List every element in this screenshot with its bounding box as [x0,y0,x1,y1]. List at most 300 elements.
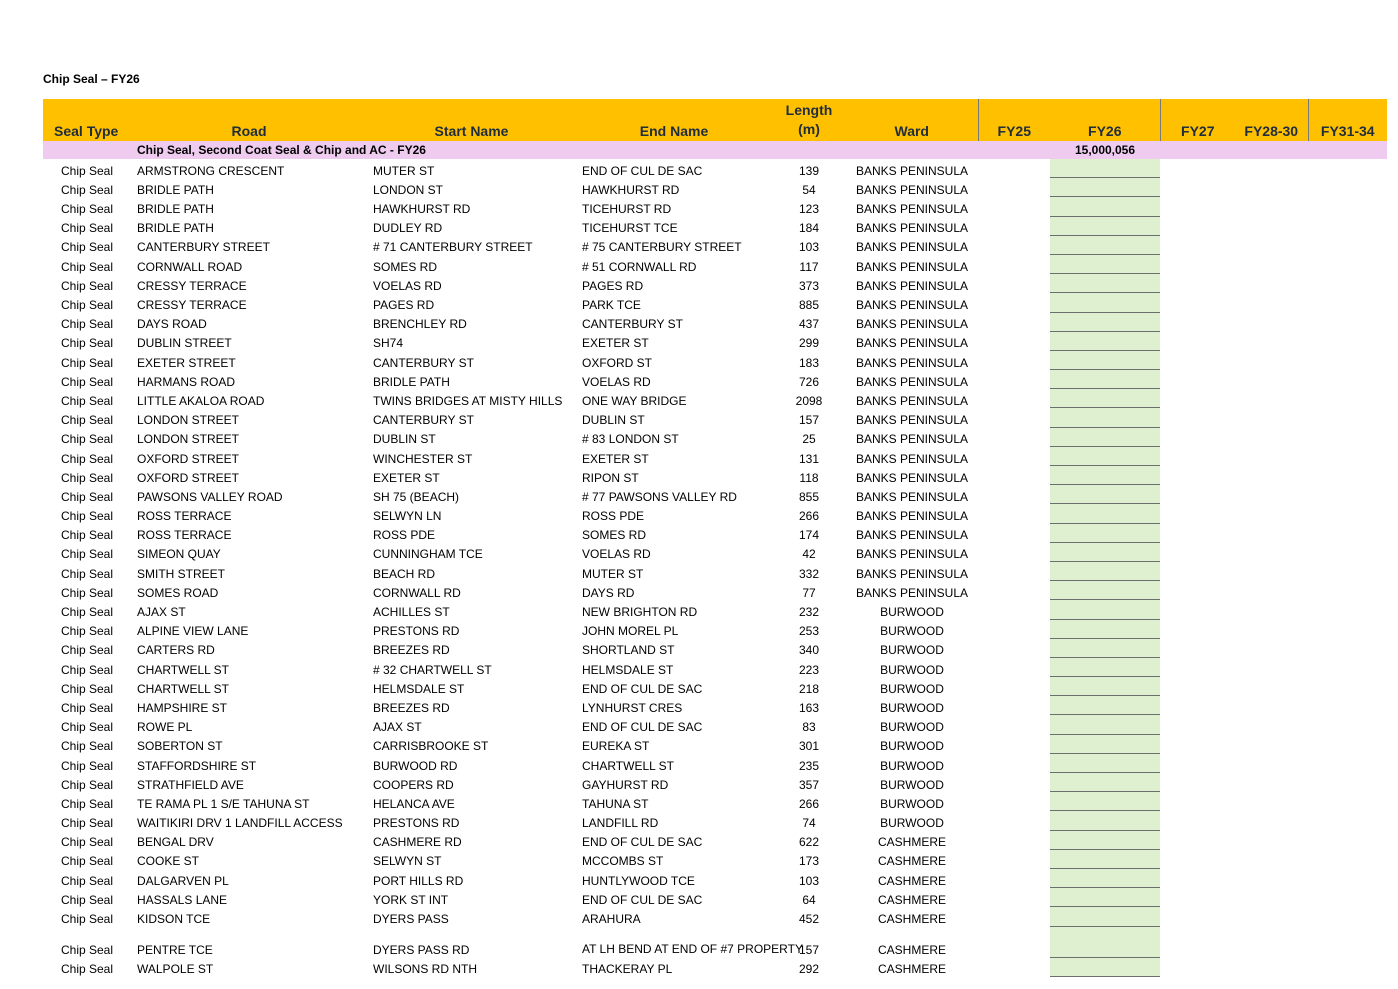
seal-type-cell: Chip Seal [60,163,114,178]
fy25-cell [978,197,1050,216]
length-cell: 622 [798,835,820,850]
road-cell: WAITIKIRI DRV 1 LANDFILL ACCESS [137,816,343,831]
fy28-30-cell [1235,370,1308,389]
fy31-34-cell [1308,370,1387,389]
fy26-input-cell[interactable] [1050,811,1160,830]
fy26-input-cell[interactable] [1050,600,1160,619]
start-name-cell: CARRISBROOKE ST [373,739,489,754]
fy25-cell [978,773,1050,792]
fy26-input-cell[interactable] [1050,370,1160,389]
ward-cell: CASHMERE [877,912,946,926]
start-name-cell: ACHILLES ST [373,605,450,619]
end-name-cell: VOELAS RD [582,547,651,562]
ward-cell: CASHMERE [877,835,946,850]
fy26-input-cell[interactable] [1050,542,1160,561]
end-name-cell: RIPON ST [582,470,639,485]
fy28-30-cell [1235,811,1308,830]
length-cell: 253 [798,624,820,639]
seal-type-cell: Chip Seal [60,413,114,428]
section-spacer [846,141,978,159]
fy26-input-cell[interactable] [1050,197,1160,216]
fy27-cell [1160,849,1235,868]
fy26-input-cell[interactable] [1050,581,1160,600]
start-name-cell: HAWKHURST RD [373,202,471,217]
fy31-34-cell [1308,561,1387,580]
length-cell: 174 [798,528,820,543]
fy28-30-cell [1235,216,1308,235]
fy31-34-cell [1308,830,1387,849]
fy26-input-cell[interactable] [1050,888,1160,907]
table-row [43,197,1387,216]
ward-cell: BANKS PENINSULA [855,163,969,178]
fy26-input-cell[interactable] [1050,408,1160,427]
fy26-input-cell[interactable] [1050,159,1160,178]
fy25-cell [978,696,1050,715]
road-cell: HARMANS ROAD [137,374,236,389]
table-row [43,696,1387,715]
fy25-cell [978,254,1050,273]
table-row [43,792,1387,811]
fy28-30-cell [1235,773,1308,792]
seal-type-cell: Chip Seal [60,470,114,485]
length-cell: 83 [802,720,816,735]
fy27-cell [1160,216,1235,235]
sheet-title: Chip Seal – FY26 [43,72,140,86]
seal-type-cell: Chip Seal [60,451,114,466]
end-name-cell: THACKERAY PL [582,962,673,977]
start-name-cell: SELWYN ST [373,854,442,869]
table-row [43,504,1387,523]
road-cell: CRESSY TERRACE [137,298,247,312]
fy27-cell [1160,888,1235,907]
road-cell: TE RAMA PL 1 S/E TAHUNA ST [137,796,310,811]
fy25-cell [978,581,1050,600]
ward-cell: BANKS PENINSULA [855,489,969,504]
fy28-30-cell [1235,561,1308,580]
fy31-34-cell [1308,466,1387,485]
start-name-cell: SH74 [373,336,404,351]
seal-type-cell: Chip Seal [60,681,114,696]
fy31-34-cell [1308,408,1387,427]
table-row [43,254,1387,273]
header-length-line2: (m) [798,121,820,137]
ward-cell: BANKS PENINSULA [855,202,969,217]
road-cell: OXFORD STREET [137,470,240,485]
length-cell: 157 [798,413,820,428]
fy25-cell [978,312,1050,331]
seal-type-cell: Chip Seal [60,528,114,543]
ward-cell: BANKS PENINSULA [855,528,969,543]
road-cell: DAYS ROAD [137,317,207,332]
table-row [43,849,1387,868]
ward-cell: BURWOOD [880,758,944,773]
fy28-30-cell [1235,389,1308,408]
road-cell: COOKE ST [137,854,200,869]
chip-seal-table [43,99,1387,977]
ward-cell: BANKS PENINSULA [855,221,969,236]
ward-cell: BURWOOD [880,739,944,754]
fy31-34-cell [1308,427,1387,446]
fy27-cell [1160,561,1235,580]
end-name-cell: ONE WAY BRIDGE [582,393,687,408]
table-row [43,811,1387,830]
fy28-30-cell [1235,638,1308,657]
fy27-cell [1160,792,1235,811]
fy28-30-cell [1235,197,1308,216]
fy26-input-cell[interactable] [1050,427,1160,446]
table-row [43,466,1387,485]
fy27-cell [1160,293,1235,312]
fy25-cell [978,389,1050,408]
road-cell: AJAX ST [137,605,186,619]
fy25-cell [978,868,1050,887]
length-cell: 163 [798,700,820,715]
fy25-cell [978,619,1050,638]
fy26-input-cell[interactable] [1050,792,1160,811]
fy31-34-cell [1308,753,1387,772]
table-body [43,141,1387,976]
end-name-cell: EXETER ST [582,451,649,466]
fy25-cell [978,561,1050,580]
end-name-cell: PAGES RD [582,278,644,293]
ward-cell: BURWOOD [880,700,944,715]
road-cell: LONDON STREET [137,432,240,447]
fy28-30-cell [1235,677,1308,696]
fy27-cell [1160,408,1235,427]
ward-cell: BANKS PENINSULA [855,240,969,255]
ward-cell: BANKS PENINSULA [855,374,969,389]
length-cell: 103 [798,873,820,888]
fy31-34-cell [1308,312,1387,331]
fy27-cell [1160,504,1235,523]
length-cell: 103 [798,240,820,255]
seal-type-cell: Chip Seal [60,720,114,735]
seal-type-cell: Chip Seal [60,298,114,312]
road-cell: PENTRE TCE [137,943,213,957]
fy27-cell [1160,907,1235,926]
header-end-name: End Name [576,99,772,141]
road-cell: CRESSY TERRACE [137,278,247,293]
fy28-30-cell [1235,888,1308,907]
fy31-34-cell [1308,293,1387,312]
end-name-cell: HAWKHURST RD [582,182,680,197]
start-name-cell: BREEZES RD [373,700,450,715]
ward-cell: BANKS PENINSULA [855,336,969,351]
fy25-cell [978,159,1050,178]
table-row [43,957,1387,976]
fy26-input-cell[interactable] [1050,926,1160,957]
road-cell: BRIDLE PATH [137,202,214,217]
length-cell: 855 [798,489,820,504]
fy26-input-cell[interactable] [1050,216,1160,235]
header-fy27: FY27 [1160,99,1235,141]
section-row [43,141,1387,159]
fy31-34-cell [1308,638,1387,657]
header-fy31-34: FY31-34 [1308,99,1387,141]
end-name-cell: PARK TCE [582,298,641,312]
ward-cell: BURWOOD [880,796,944,811]
table-row [43,561,1387,580]
fy25-cell [978,926,1050,957]
fy26-input-cell[interactable] [1050,907,1160,926]
seal-type-cell: Chip Seal [60,873,114,888]
fy26-input-cell[interactable] [1050,446,1160,465]
road-cell: HAMPSHIRE ST [137,700,228,715]
end-name-cell: # 75 CANTERBURY STREET [582,240,742,255]
section-title: Chip Seal, Second Coat Seal & Chip and AC - FY26 [131,141,846,159]
length-cell: 235 [798,758,820,773]
seal-type-cell: Chip Seal [60,835,114,850]
fy26-input-cell[interactable] [1050,274,1160,293]
section-spacer [1308,141,1387,159]
fy26-input-cell[interactable] [1050,561,1160,580]
fy26-input-cell[interactable] [1050,773,1160,792]
table-row [43,370,1387,389]
fy26-input-cell[interactable] [1050,293,1160,312]
length-cell: 64 [802,892,816,907]
fy26-input-cell[interactable] [1050,734,1160,753]
table-row [43,926,1387,957]
table-row [43,657,1387,676]
fy28-30-cell [1235,274,1308,293]
length-cell: 340 [798,643,820,658]
road-cell: WALPOLE ST [137,962,214,977]
fy27-cell [1160,600,1235,619]
fy26-input-cell[interactable] [1050,523,1160,542]
start-name-cell: PRESTONS RD [373,624,460,639]
fy26-input-cell[interactable] [1050,638,1160,657]
table-row [43,619,1387,638]
road-cell: ALPINE VIEW LANE [137,624,249,639]
fy26-input-cell[interactable] [1050,485,1160,504]
ward-cell: BURWOOD [880,681,944,696]
start-name-cell: SELWYN LN [373,509,442,524]
seal-type-cell: Chip Seal [60,758,114,773]
start-name-cell: PORT HILLS RD [373,873,464,888]
end-name-cell: HELMSDALE ST [582,662,674,677]
fy28-30-cell [1235,446,1308,465]
seal-type-cell: Chip Seal [60,259,114,274]
fy28-30-cell [1235,868,1308,887]
start-name-cell: AJAX ST [373,720,422,735]
fy25-cell [978,178,1050,197]
header-fy26: FY26 [1050,99,1160,141]
fy26-input-cell[interactable] [1050,350,1160,369]
fy25-cell [978,370,1050,389]
fy25-cell [978,350,1050,369]
fy27-cell [1160,427,1235,446]
table-row [43,600,1387,619]
fy26-input-cell[interactable] [1050,389,1160,408]
ward-cell: BURWOOD [880,662,944,677]
fy31-34-cell [1308,715,1387,734]
road-cell: CARTERS RD [137,643,215,658]
start-name-cell: COOPERS RD [373,777,454,792]
fy25-cell [978,274,1050,293]
road-cell: BRIDLE PATH [137,221,214,236]
fy28-30-cell [1235,830,1308,849]
fy28-30-cell [1235,254,1308,273]
table-row [43,235,1387,254]
fy26-input-cell[interactable] [1050,178,1160,197]
road-cell: PAWSONS VALLEY ROAD [137,489,283,504]
fy26-input-cell[interactable] [1050,504,1160,523]
start-name-cell: CASHMERE RD [373,835,462,850]
fy26-input-cell[interactable] [1050,849,1160,868]
fy28-30-cell [1235,523,1308,542]
end-name-cell: HUNTLYWOOD TCE [582,873,695,888]
end-name-cell: JOHN MOREL PL [582,624,679,639]
end-name-cell: OXFORD ST [582,355,653,370]
road-cell: DALGARVEN PL [137,873,229,888]
fy31-34-cell [1308,696,1387,715]
road-cell: EXETER STREET [137,355,236,370]
fy27-cell [1160,485,1235,504]
fy27-cell [1160,696,1235,715]
seal-type-cell: Chip Seal [60,547,114,562]
seal-type-cell: Chip Seal [60,624,114,639]
fy27-cell [1160,178,1235,197]
ward-cell: CASHMERE [877,873,946,888]
end-name-cell: TICEHURST RD [582,202,672,217]
seal-type-cell: Chip Seal [60,700,114,715]
seal-type-cell: Chip Seal [60,278,114,293]
length-cell: 183 [798,355,820,370]
seal-type-cell: Chip Seal [60,943,114,957]
end-name-cell: SHORTLAND ST [582,643,675,658]
end-name-cell: MCCOMBS ST [582,854,664,869]
ward-cell: BURWOOD [880,816,944,831]
ward-cell: CASHMERE [877,892,946,907]
fy27-cell [1160,830,1235,849]
length-cell: 42 [802,547,816,562]
fy26-input-cell[interactable] [1050,235,1160,254]
fy26-input-cell[interactable] [1050,830,1160,849]
road-cell: SIMEON QUAY [137,547,221,562]
fy31-34-cell [1308,178,1387,197]
road-cell: OXFORD STREET [137,451,240,466]
table-row [43,542,1387,561]
length-cell: 437 [798,317,820,332]
fy26-input-cell[interactable] [1050,466,1160,485]
section-spacer [43,141,131,159]
fy31-34-cell [1308,581,1387,600]
seal-type-cell: Chip Seal [60,912,114,926]
road-cell: CHARTWELL ST [137,662,230,677]
start-name-cell: HELMSDALE ST [373,681,465,696]
fy26-input-cell[interactable] [1050,868,1160,887]
fy31-34-cell [1308,926,1387,957]
end-name-cell: # 51 CORNWALL RD [582,259,697,274]
start-name-cell: DYERS PASS [373,912,449,926]
fy25-cell [978,638,1050,657]
fy28-30-cell [1235,734,1308,753]
fy28-30-cell [1235,792,1308,811]
fy25-cell [978,811,1050,830]
length-cell: 232 [798,605,820,619]
ward-cell: BANKS PENINSULA [855,413,969,428]
fy26-input-cell[interactable] [1050,957,1160,976]
fy26-input-cell[interactable] [1050,312,1160,331]
seal-type-cell: Chip Seal [60,605,114,619]
road-cell: STAFFORDSHIRE ST [137,758,257,773]
ward-cell: BANKS PENINSULA [855,355,969,370]
length-cell: 131 [798,451,820,466]
fy31-34-cell [1308,523,1387,542]
seal-type-cell: Chip Seal [60,317,114,332]
fy31-34-cell [1308,849,1387,868]
fy26-input-cell[interactable] [1050,696,1160,715]
start-name-cell: CANTERBURY ST [373,355,474,370]
road-cell: ARMSTRONG CRESCENT [137,163,285,178]
fy27-cell [1160,159,1235,178]
start-name-cell: SOMES RD [373,259,438,274]
fy25-cell [978,216,1050,235]
fy26-input-cell[interactable] [1050,657,1160,676]
road-cell: ROSS TERRACE [137,509,232,524]
start-name-cell: DUBLIN ST [373,432,436,447]
fy25-cell [978,957,1050,976]
end-name-cell: GAYHURST RD [582,777,669,792]
end-name-cell: LANDFILL RD [582,816,659,831]
fy31-34-cell [1308,773,1387,792]
fy31-34-cell [1308,542,1387,561]
fy26-input-cell[interactable] [1050,677,1160,696]
end-name-cell: END OF CUL DE SAC [582,892,703,907]
fy28-30-cell [1235,408,1308,427]
start-name-cell: VOELAS RD [373,278,442,293]
length-cell: 2098 [795,393,823,408]
end-name-cell: CHARTWELL ST [582,758,675,773]
fy25-cell [978,657,1050,676]
length-cell: 357 [798,777,820,792]
road-cell: CANTERBURY STREET [137,240,270,255]
ward-cell: BURWOOD [880,720,944,735]
end-name-cell: TICEHURST TCE [582,221,678,236]
fy27-cell [1160,715,1235,734]
start-name-cell: SH 75 (BEACH) [373,489,460,504]
length-cell: 223 [798,662,820,677]
header-start-name: Start Name [367,99,576,141]
fy26-input-cell[interactable] [1050,715,1160,734]
fy28-30-cell [1235,312,1308,331]
table-row [43,312,1387,331]
start-name-cell: CORNWALL RD [373,585,461,600]
fy26-input-cell[interactable] [1050,619,1160,638]
fy27-cell [1160,657,1235,676]
header-length-line1: Length [785,102,833,118]
fy25-cell [978,235,1050,254]
fy25-cell [978,715,1050,734]
table-row [43,715,1387,734]
fy26-input-cell[interactable] [1050,331,1160,350]
seal-type-cell: Chip Seal [60,662,114,677]
start-name-cell: LONDON ST [373,182,444,197]
seal-type-cell: Chip Seal [60,796,114,811]
table-row [43,274,1387,293]
fy26-input-cell[interactable] [1050,753,1160,772]
fy31-34-cell [1308,792,1387,811]
length-cell: 452 [798,912,820,926]
end-name-cell: EXETER ST [582,336,649,351]
table-row [43,331,1387,350]
end-name-cell: CANTERBURY ST [582,317,683,332]
fy28-30-cell [1235,504,1308,523]
fy26-input-cell[interactable] [1050,254,1160,273]
length-cell: 77 [802,585,816,600]
start-name-cell: DUDLEY RD [373,221,443,236]
fy28-30-cell [1235,293,1308,312]
